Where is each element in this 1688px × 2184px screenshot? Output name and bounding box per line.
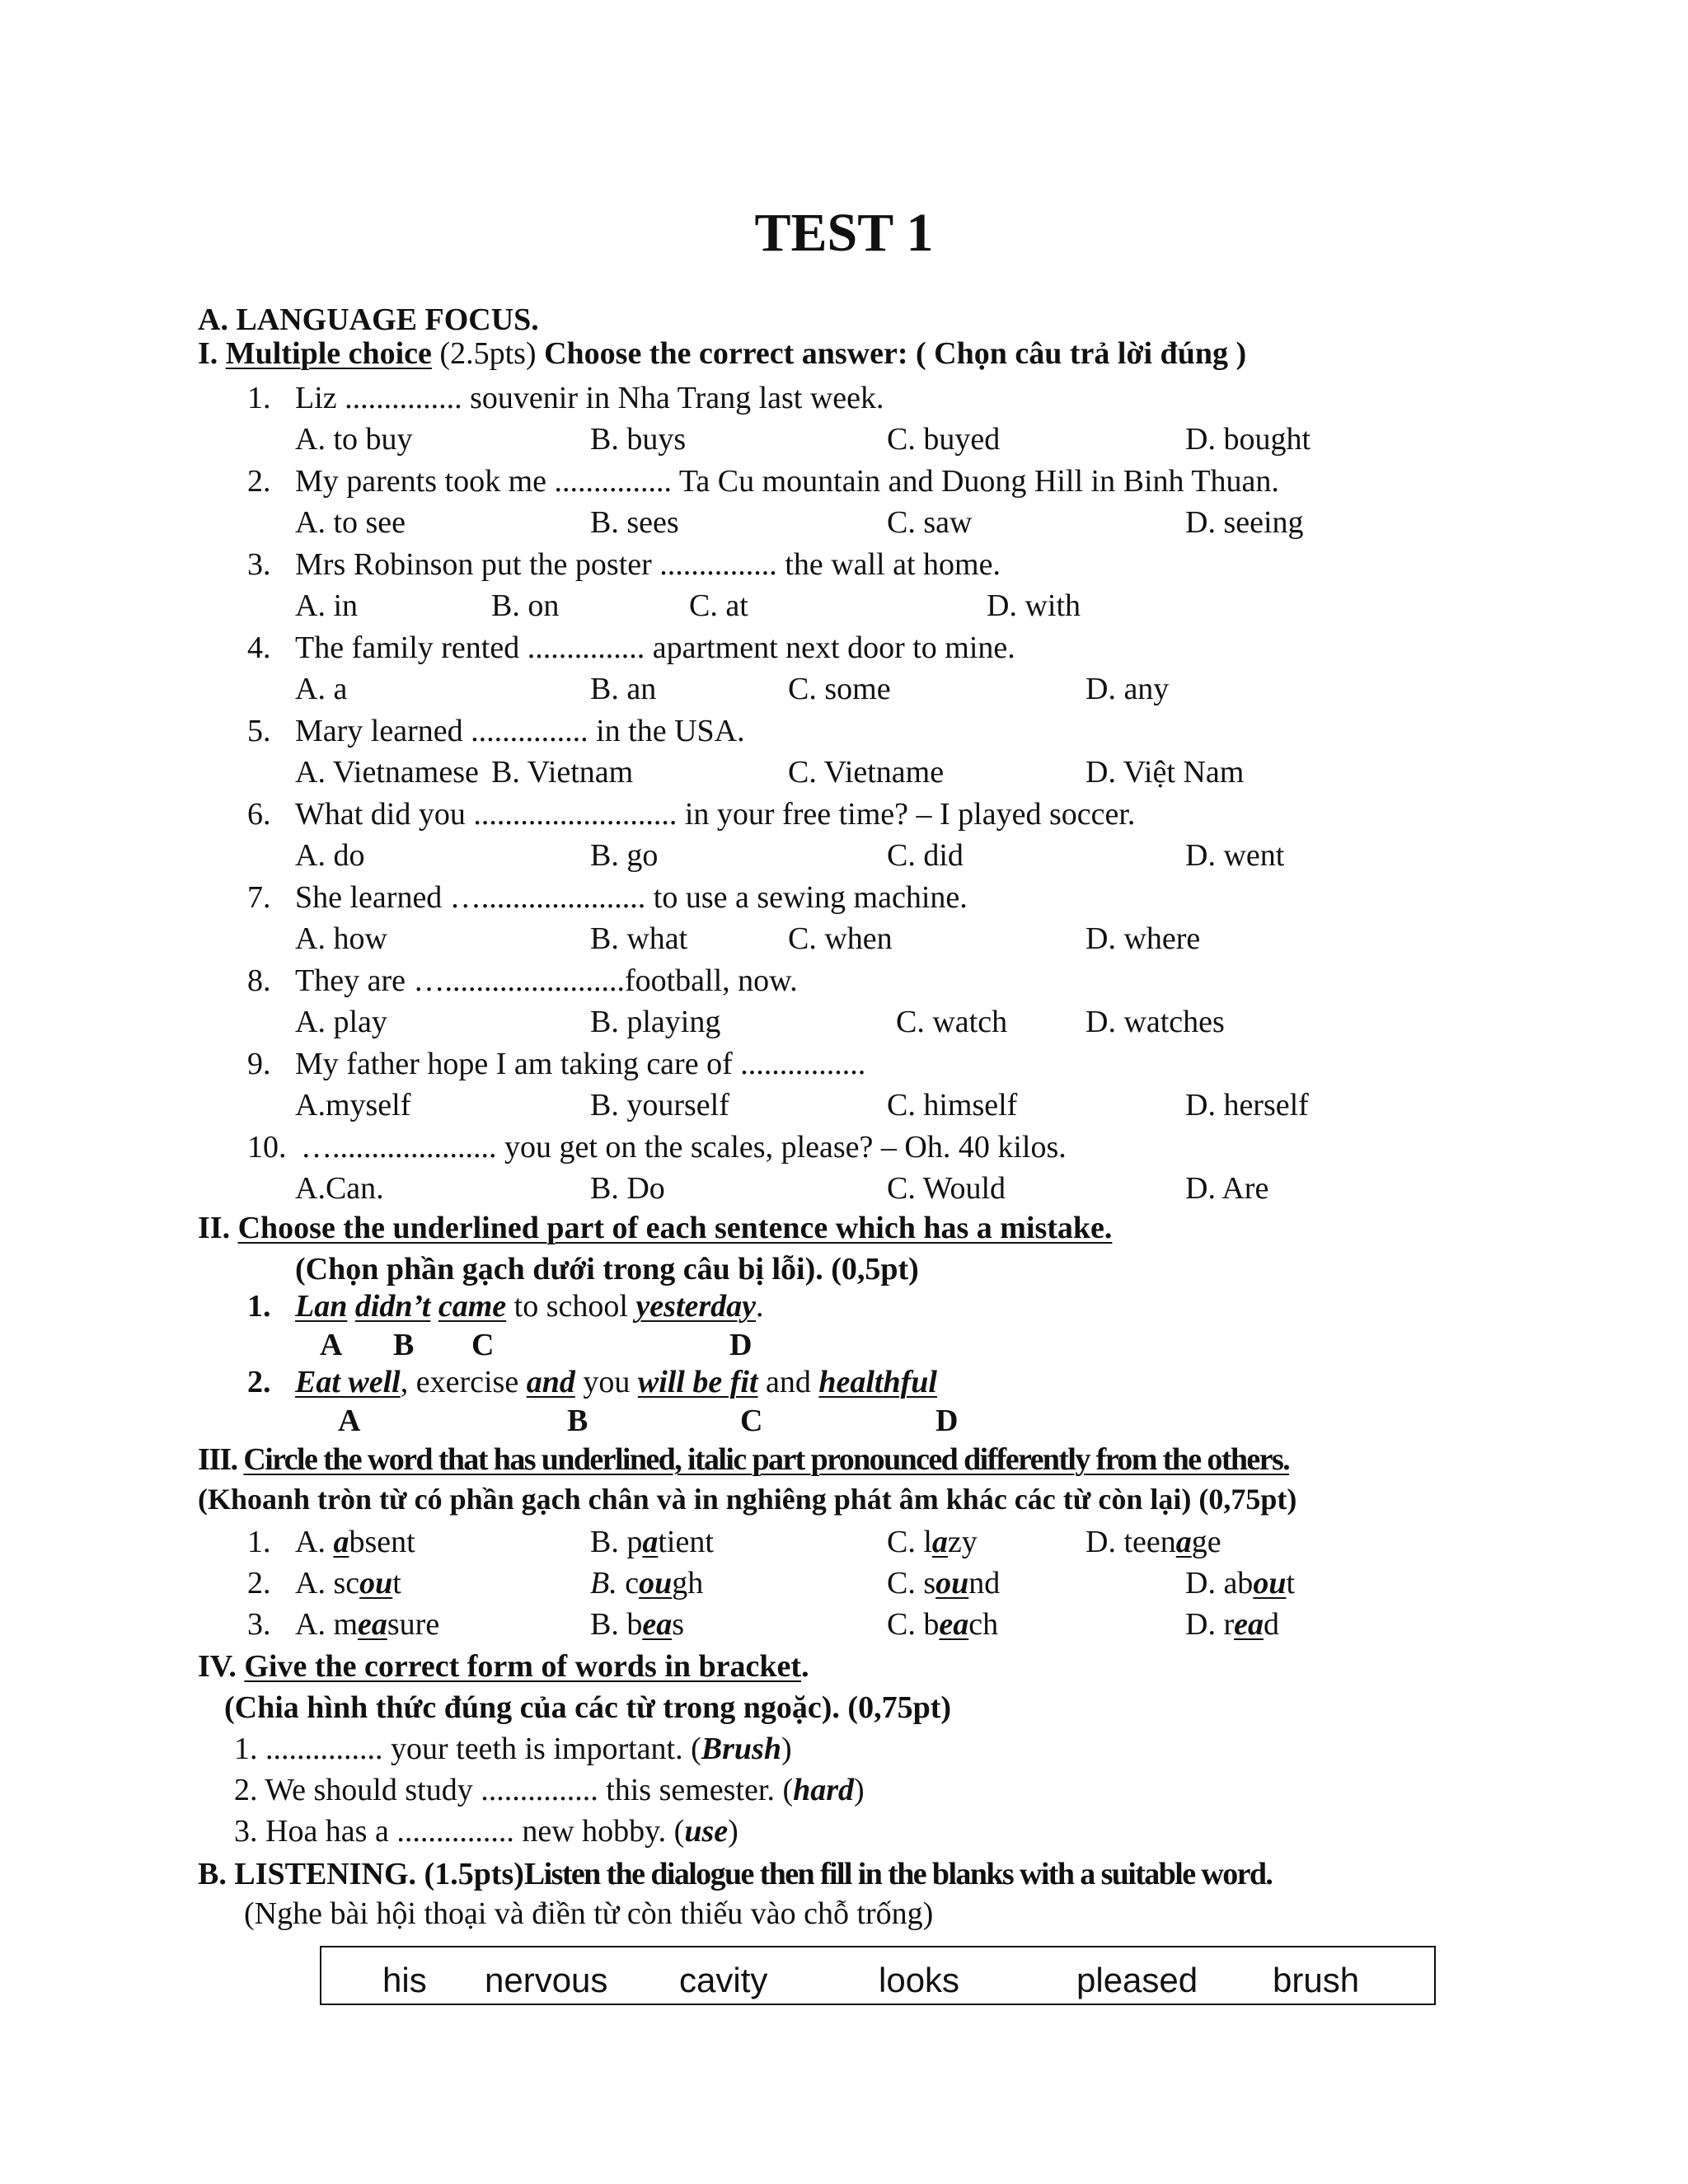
marked-sound: ea [1234, 1607, 1264, 1642]
marked-sound: ou [935, 1566, 969, 1601]
answer-option-d: D. went [1185, 838, 1285, 873]
answer-option-d: D. any [1085, 672, 1170, 706]
answer-option-a: A. Vietnamese [295, 755, 479, 790]
mistake-letter-d: D [935, 1404, 959, 1438]
marked-sound: ou [359, 1566, 393, 1601]
mistake-letter-c: C [740, 1404, 763, 1438]
pronunciation-option-a [295, 1526, 415, 1558]
word-prefix: c [617, 1566, 640, 1601]
pronunciation-option-b [590, 1609, 684, 1640]
answer-option-b: B. Vietnam [491, 755, 634, 790]
option-a-part: Lan [295, 1289, 348, 1324]
question-text: She learned …..................... to use a sewing machine. [295, 880, 968, 915]
answer-option-a: A. to buy [295, 422, 413, 457]
part3-heading [198, 1444, 1289, 1475]
mistake-letter-b: B [567, 1404, 588, 1438]
answer-option-c: C. watch [896, 1005, 1008, 1039]
question-text: My father hope I am taking care of ................ [295, 1047, 866, 1081]
option-d-part: yesterday [635, 1289, 757, 1324]
pronunciation-option-b [590, 1526, 714, 1558]
section-a-heading: A. LANGUAGE FOCUS. [198, 302, 539, 337]
answer-option-c: C. did [887, 838, 964, 873]
word-suffix: t [392, 1566, 401, 1601]
marked-sound: ou [1253, 1566, 1287, 1601]
word-suffix: sure [387, 1607, 440, 1642]
answer-option-b: B. what [590, 921, 688, 956]
question-number: 9. [247, 1047, 271, 1081]
answer-option-d: D. where [1085, 921, 1201, 956]
word-suffix: bsent [349, 1525, 415, 1559]
answer-option-a: A. in [295, 588, 358, 623]
marked-sound: ou [639, 1566, 673, 1601]
marked-sound: a [1175, 1525, 1192, 1559]
word-suffix: zy [947, 1525, 978, 1559]
answer-option-d: D. bought [1185, 422, 1311, 457]
word-suffix: d [1263, 1607, 1279, 1642]
question-text: The family rented ............... apartment next door to mine. [295, 630, 1015, 665]
word-suffix: ge [1191, 1525, 1221, 1559]
option-letter: B. [590, 1566, 617, 1601]
option-d-part: healthful [818, 1365, 937, 1399]
answer-option-c: C. buyed [887, 422, 1001, 457]
question-number: 6. [247, 797, 271, 832]
item-text: Hoa has a ............... new hobby. ( [257, 1814, 685, 1849]
answer-option-c: C. some [788, 672, 891, 706]
word-suffix: nd [968, 1566, 1001, 1601]
answer-option-c: C. when [788, 921, 893, 956]
answer-option-d: D. Việt Nam [1085, 755, 1245, 790]
pronunciation-option-b [590, 1568, 703, 1599]
word-suffix: gh [672, 1566, 704, 1601]
question-number: 5. [247, 714, 271, 748]
word-prefix: D. teen [1085, 1525, 1176, 1559]
part1-instruction: Choose the correct answer: ( Chọn câu trả lời đúng ) [544, 336, 1247, 371]
question-text: Liz ............... souvenir in Nha Trang last week. [295, 381, 884, 415]
question-number: 10. [247, 1130, 287, 1165]
sentence-end: . [756, 1289, 764, 1324]
item-text: We should study ............... this semester. ( [257, 1773, 794, 1807]
item-end: ) [781, 1732, 792, 1766]
pronunciation-option-c [887, 1609, 998, 1640]
pronunciation-option-d [1185, 1609, 1279, 1640]
question-text: They are ….......................football, now. [295, 963, 798, 998]
item-number: 1. [234, 1732, 258, 1766]
word-prefix: B. b [590, 1607, 643, 1642]
word-suffix: t [1286, 1566, 1296, 1601]
answer-option-d: D. herself [1185, 1088, 1309, 1122]
marked-sound: a [642, 1525, 659, 1559]
word-suffix: ch [968, 1607, 999, 1642]
section-b-instruction: Listen the dialogue then fill in the blanks with a suitable word. [523, 1857, 1273, 1891]
answer-option-a: A.Can. [295, 1171, 384, 1206]
word-suffix: tient [658, 1525, 714, 1559]
question-number: 8. [247, 963, 271, 998]
part1-prefix: I. [198, 336, 226, 371]
marked-sound: ea [642, 1607, 673, 1642]
word-prefix: D. ab [1185, 1566, 1254, 1601]
pronunciation-option-d [1085, 1526, 1221, 1558]
word-box-item: nervous [485, 1961, 608, 1999]
word-prefix: A. sc [295, 1566, 360, 1601]
item-end: ) [854, 1773, 865, 1807]
mistake-sentence-2 [247, 1366, 937, 1398]
question-text: What did you .......................... in your free time? – I played soccer. [295, 797, 1136, 832]
part4-sub: (Chia hình thức đúng của các từ trong ngoặc). (0,75pt) [224, 1690, 952, 1725]
item-number: 3. [234, 1814, 258, 1849]
part1-heading [198, 338, 1246, 369]
option-a-part: Eat well [295, 1365, 401, 1399]
word-prefix: C. s [887, 1566, 936, 1601]
part2-heading [198, 1212, 1112, 1244]
answer-option-b: B. buys [590, 422, 687, 457]
answer-option-d: D. seeing [1185, 505, 1304, 540]
mistake-letter-d: D [729, 1328, 753, 1362]
marked-sound: ea [358, 1607, 387, 1642]
part3-sub: (Khoanh tròn từ có phần gạch chân và in nghiêng phát âm khác các từ còn lại) (0,75pt) [198, 1483, 1297, 1516]
word-prefix: C. l [887, 1525, 932, 1559]
word-form-item [234, 1774, 865, 1806]
answer-option-c: C. at [689, 588, 748, 623]
part1-points: (2.5pts) [431, 336, 545, 371]
word-prefix: A. [295, 1525, 334, 1559]
sentence-text: , exercise [400, 1365, 527, 1399]
part4-suffix: . [801, 1649, 809, 1684]
option-c-part: came [438, 1289, 507, 1324]
part3-label: Circle the word that has underlined, italic part pronounced differently from the others. [243, 1442, 1290, 1477]
part4-heading [198, 1651, 809, 1682]
word-box-item: brush [1273, 1961, 1360, 1999]
word-box-item: looks [879, 1961, 960, 1999]
question-number: 1. [247, 381, 271, 415]
pronunciation-option-c [887, 1568, 1000, 1599]
question-number: 4. [247, 630, 271, 665]
word-prefix: A. m [295, 1607, 358, 1642]
question-number: 2. [247, 464, 271, 499]
answer-option-a: A. a [295, 672, 348, 706]
marked-sound: ea [939, 1607, 969, 1642]
mistake-letter-c: C [471, 1328, 495, 1362]
word-prefix: B. p [590, 1525, 643, 1559]
page-title: TEST 1 [754, 203, 934, 263]
pronunciation-option-d [1185, 1568, 1295, 1599]
answer-option-b: B. on [491, 588, 560, 623]
option-c-part: will be fit [637, 1365, 758, 1399]
answer-option-d: D. Are [1185, 1171, 1269, 1206]
word-box-item: his [382, 1961, 427, 1999]
part2-sub: (Chọn phần gạch dưới trong câu bị lỗi). (0,5pt) [295, 1252, 919, 1286]
question-text: My parents took me ............... Ta Cu mountain and Duong Hill in Binh Thuan. [295, 464, 1279, 499]
answer-option-b: B. Do [590, 1171, 665, 1206]
item-end: ) [728, 1814, 738, 1849]
word-prefix: C. b [887, 1607, 940, 1642]
answer-option-b: B. sees [590, 505, 679, 540]
marked-sound: a [333, 1525, 349, 1559]
bracket-word: use [684, 1814, 729, 1849]
section-b-heading [198, 1858, 1272, 1890]
question-text: Mrs Robinson put the poster ............... the wall at home. [295, 547, 1001, 582]
answer-option-a: A. to see [295, 505, 406, 540]
mistake-letter-b: B [393, 1328, 415, 1362]
row-number: 3. [247, 1607, 271, 1642]
part4-prefix: IV. [198, 1649, 245, 1684]
sentence-text: and [757, 1365, 819, 1399]
question-text: …..................... you get on the scales, please? – Oh. 40 kilos. [301, 1130, 1067, 1165]
answer-option-b: B. an [590, 672, 657, 706]
answer-option-b: B. go [590, 838, 659, 873]
answer-option-b: B. playing [590, 1005, 721, 1039]
bracket-word: hard [793, 1773, 855, 1807]
mistake-sentence-1 [247, 1291, 764, 1322]
section-b-title: B. LISTENING. (1.5pts) [198, 1857, 524, 1891]
section-b-sub: (Nghe bài hội thoại và điền từ còn thiếu vào chỗ trống) [244, 1896, 934, 1931]
sentence-text: to school [506, 1289, 636, 1324]
item-number: 2. [234, 1773, 258, 1807]
answer-option-d: D. watches [1085, 1005, 1225, 1039]
word-form-item [234, 1733, 792, 1765]
mistake-letter-a: A [320, 1328, 343, 1362]
marked-sound: a [931, 1525, 948, 1559]
option-b-part: didn’t [354, 1289, 431, 1324]
sentence-text: you [574, 1365, 638, 1399]
question-text: Mary learned ............... in the USA. [295, 714, 745, 748]
pronunciation-option-c [887, 1526, 978, 1558]
option-b-part: and [526, 1365, 575, 1399]
question-number: 3. [247, 547, 271, 582]
answer-option-a: A. how [295, 921, 387, 956]
answer-option-a: A. do [295, 838, 365, 873]
answer-option-a: A. play [295, 1005, 387, 1039]
sentence-number: 1. [247, 1289, 271, 1324]
answer-option-a: A.myself [295, 1088, 411, 1122]
row-number: 1. [247, 1525, 271, 1559]
part1-label: Multiple choice [225, 336, 432, 371]
word-box-item: pleased [1076, 1961, 1198, 1999]
part2-label: Choose the underlined part of each sentence which has a mistake. [237, 1211, 1113, 1245]
part4-label: Give the correct form of words in bracket [244, 1649, 802, 1684]
answer-option-c: C. Vietname [788, 755, 945, 790]
bracket-word: Brush [701, 1732, 781, 1766]
sentence-number: 2. [247, 1365, 271, 1399]
item-text: ............... your teeth is important. ( [257, 1732, 701, 1766]
word-form-item [234, 1816, 738, 1847]
part2-prefix: II. [198, 1211, 238, 1245]
part3-prefix: III. [198, 1442, 244, 1477]
word-box-item: cavity [679, 1961, 768, 1999]
row-number: 2. [247, 1566, 271, 1601]
pronunciation-option-a [295, 1568, 401, 1599]
answer-option-c: C. himself [887, 1088, 1018, 1122]
word-suffix: s [672, 1607, 685, 1642]
pronunciation-option-a [295, 1609, 439, 1640]
answer-option-d: D. with [987, 588, 1081, 623]
question-number: 7. [247, 880, 271, 915]
word-box [320, 1946, 1436, 2005]
word-prefix: D. r [1185, 1607, 1235, 1642]
answer-option-c: C. saw [887, 505, 973, 540]
answer-option-b: B. yourself [590, 1088, 729, 1122]
mistake-letter-a: A [338, 1404, 361, 1438]
answer-option-c: C. Would [887, 1171, 1006, 1206]
